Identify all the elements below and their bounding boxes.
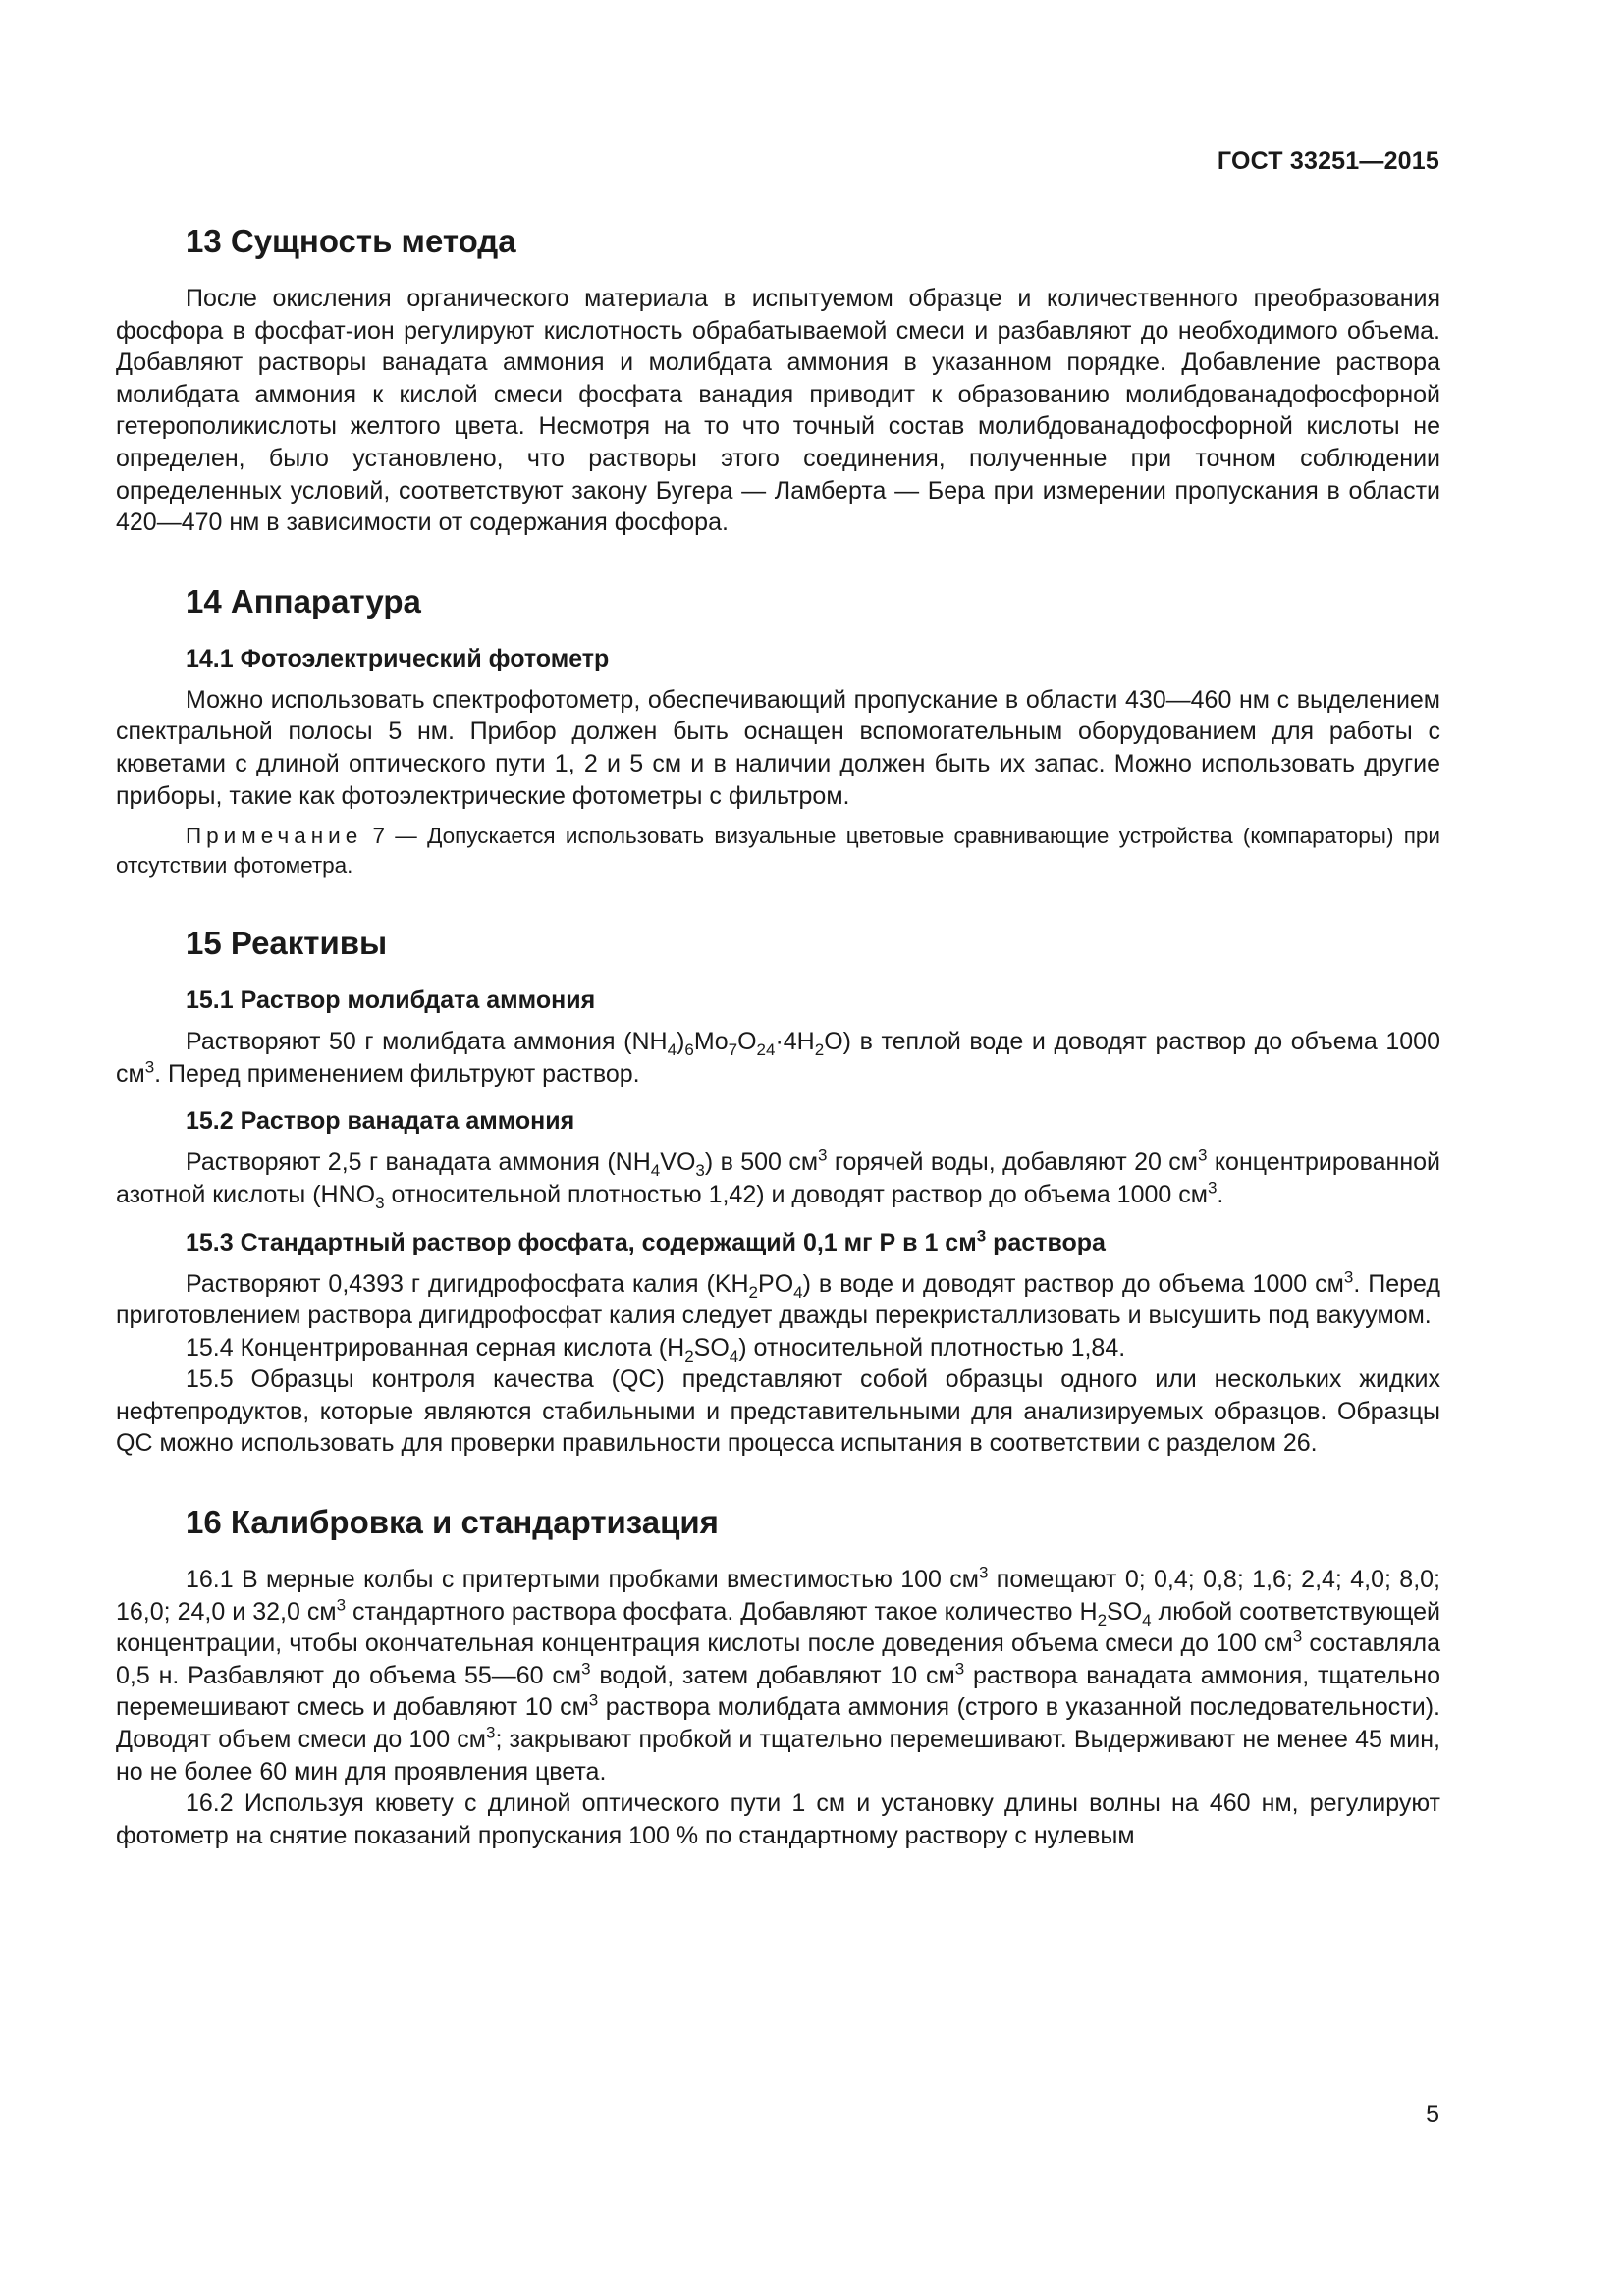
subsection-15-4-paragraph: 15.4 Концентрированная серная кислота $(H_2SO_4)$ относительной плотностью 1,84. (186, 1333, 1126, 1365)
page-number: 5 (1426, 2101, 1439, 2128)
section-15-heading: 15 Реактивы (186, 925, 388, 962)
section-16-heading: 16 Калибровка и стандартизация (186, 1504, 719, 1541)
section-13-paragraph: После окисления органического материала в испытуемом образце и количественного преобразования фосфора в фосфат-ион регулируют кислотность обрабатываемой смеси и разбавляют до необходимого объема. Добавляют растворы ванадата аммония и молибдата аммония в указанном порядке. Добавление раствора молибдата аммония к кислой смеси фосфата ванадия приводит к образованию молибдованадофосфорной гетерополикислоты желтого цвета. Несмотря на то что точный состав молибдованадофосфорной кислоты не определен, было установлено, что растворы этого соединения, полученные при точном соблюдении определенных условий, соответствуют закону Бугера — Ламберта — Бера при измерении пропускания в области 420—470 нм в зависимости от содержания фосфора. (116, 285, 1440, 537)
subsection-15-2-paragraph: Растворяют 2,5 г ванадата аммония $(NH_4VO_3)$ в 500 $см^3$ горячей воды, добавляют 20 $см^3$ концентрированной азотной кислоты ($HNO_3$ относительной плотностью 1,42) и доводят раствор до объема 1000 $см^3$. (116, 1146, 1441, 1212)
subsection-15-3-heading: 15.3 Стандартный раствор фосфата, содержащий 0,1 мг Р в 1 $см^3$ раствора (186, 1226, 1106, 1256)
section-13-heading: 13 Сущность метода (186, 223, 516, 259)
subsection-15-1-heading: 15.1 Раствор молибдата аммония (186, 987, 596, 1015)
subsection-15-2-heading: 15.2 Раствор ванадата аммония (186, 1107, 575, 1136)
subsection-14-1-heading: 14.1 Фотоэлектрический фотометр (186, 644, 610, 672)
section-14-heading: 14 Аппаратура (186, 582, 421, 619)
subsection-16-2-paragraph: 16.2 Используя кювету с длиной оптического пути 1 см и установку длины волны на 460 нм, регулируют фотометр на снятие показаний пропускания 100 % по стандартному раствору с нулевым (116, 1789, 1440, 1849)
subsection-15-3-paragraph: Растворяют 0,4393 г дигидрофосфата калия $(KH_2PO_4)$ в воде и доводят раствор до объема 1000 $см^3$. Перед приготовлением раствора дигидрофосфат калия следует дважды перекристаллизовать и высушить под вакуумом. (116, 1267, 1440, 1330)
note-text: 7 — Допускается использовать визуальные цветовые сравнивающие устройства (компараторы) при отсутствии фотометра. (116, 824, 1440, 879)
subsection-15-1-paragraph: Растворяют 50 г молибдата аммония $(NH_4)_6Mo_7O_{24}\cdot 4H_2O$) в теплой воде и доводят раствор до объема 1000 $см^3$. Перед применением фильтруют раствор. (116, 1028, 1440, 1088)
subsection-16-1-paragraph: 16.1 В мерные колбы с притертыми пробками вместимостью 100 $см^3$ помещают 0; 0,4; 0,8; 1,6; 2,4; 4,0; 8,0; 16,0; 24,0 и 32,0 $см^3$ стандартного раствора фосфата. Добавляют такое количество $H_2SO_4$ любой соответствующей концентрации, чтобы окончательная концентрация кислоты после доведения объема смеси до 100 $см^3$ составляла 0,5 н. Разбавляют до объема 55—60 $см^3$ водой, затем добавляют 10 $см^3$ раствора ванадата аммония, тщательно перемешивают смесь и добавляют 10 $см^3$ раствора молибдата аммония (строго в указанной последовательности). Доводят объем смеси до 100 $см^3$; закрывают пробкой и тщательно перемешивают. Выдерживают не менее 45 мин, но не более 60 мин для проявления цвета. (116, 1563, 1440, 1786)
subsection-15-5-paragraph: 15.5 Образцы контроля качества (QC) представляют собой образцы одного или нескольких жидких нефтепродуктов, которые являются стабильными и представительными для анализируемых образцов. Образцы QC можно использовать для проверки правильности процесса испытания в соответствии с разделом 26. (116, 1365, 1440, 1458)
subsection-14-1-paragraph: Можно использовать спектрофотометр, обеспечивающий пропускание в области 430—460 нм с выделением спектральной полосы 5 нм. Прибор должен быть оснащен вспомогательным оборудованием для работы с кюветами с длиной оптического пути 1, 2 и 5 см и в наличии должен быть их запас. Можно использовать другие приборы, такие как фотоэлектрические фотометры с фильтром. (116, 685, 1440, 810)
page-content (116, 222, 1440, 1851)
note-label: Примечание (186, 824, 363, 849)
note-7 (116, 822, 1440, 881)
document-code-header: ГОСТ 33251—2015 (1217, 147, 1439, 175)
